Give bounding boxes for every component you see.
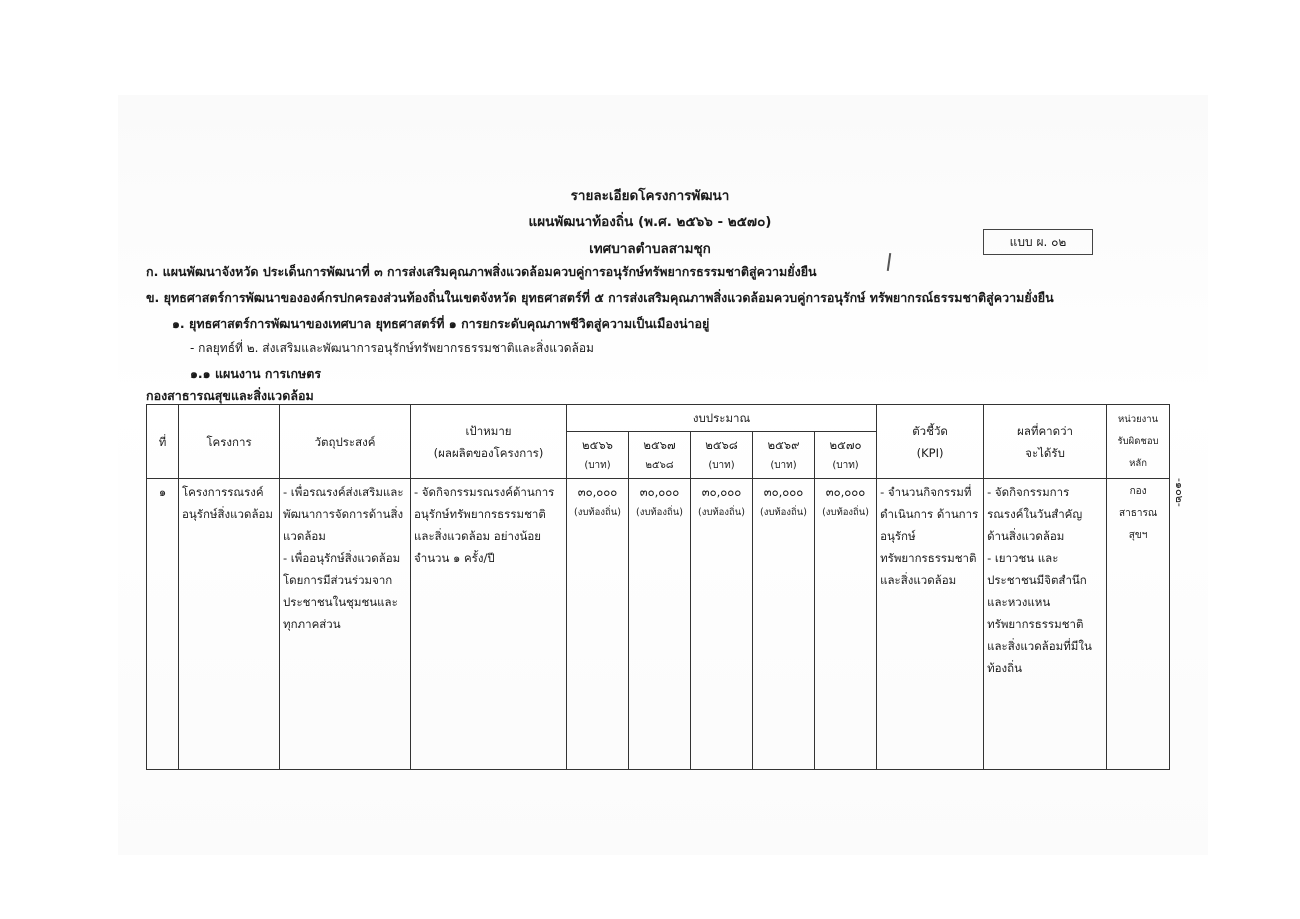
header-kpi-line2: (KPI) (916, 445, 944, 460)
document-subtitle: แผนพัฒนาท้องถิ่น (พ.ศ. ๒๕๖๖ - ๒๕๗๐) (528, 214, 772, 230)
budget-source: (งบท้องถิ่น) (636, 507, 683, 518)
header-kpi-line1: ตัวชี้วัด (912, 423, 948, 438)
header-target-line1: เป้าหมาย (465, 423, 512, 438)
row-project: โครงการรณรงค์อนุรักษ์สิ่งแวดล้อม (179, 479, 280, 770)
project-table (146, 404, 1170, 770)
year-header (815, 432, 877, 479)
organization-name: เทศบาลตำบลสามชุก (589, 241, 711, 257)
row-owner: กอง สาธารณสุขฯ (1107, 479, 1170, 770)
budget-source: (งบท้องถิ่น) (574, 507, 621, 518)
provincial-plan-line: ก. แผนพัฒนาจังหวัด ประเด็นการพัฒนาที่ ๓ การส่งเสริมคุณภาพสิ่งแวดล้อมควบคู่การอนุรักษ์ทรัพยากรธรรมชาติสู่ความยั่งยืน (146, 264, 817, 279)
table-row (147, 479, 1170, 770)
year-header (753, 432, 815, 479)
row-kpi: - จำนวนกิจกรรมที่ดำเนินการ ด้านการอนุรักษ์ทรัพยากรธรรมชาติ และสิ่งแวดล้อม (877, 479, 984, 770)
document-title: รายละเอียดโครงการพัฒนา (570, 188, 730, 204)
year-header (691, 432, 753, 479)
row-target: - จัดกิจกรรมรณรงค์ด้านการอนุรักษ์ทรัพยากรธรรมชาติและสิ่งแวดล้อม อย่างน้อยจำนวน ๑ ครั้ง/ปี (411, 479, 567, 770)
year-header (629, 432, 691, 479)
header-owner-line1: หน่วยงาน (1118, 413, 1159, 425)
header-target (411, 405, 567, 479)
header-no: ที่ (147, 405, 179, 479)
header-result-line1: ผลที่คาดว่า (1017, 423, 1074, 438)
division-name: กองสาธารณสุขและสิ่งแวดล้อม (146, 388, 314, 403)
year-unit: (บาท) (770, 460, 797, 471)
budget-amount: ๓๐,๐๐๐ (701, 485, 742, 499)
year-label: ๒๕๖๙ (767, 438, 800, 452)
year-label: ๒๕๗๐ (829, 438, 862, 452)
budget-cell (691, 479, 753, 770)
year-label: ๒๕๖๘ (705, 438, 738, 452)
municipal-strategy-line: ๑. ยุทธศาสตร์การพัฒนาของเทศบาล ยุทธศาสตร์ที่ ๑ การยกระดับคุณภาพชีวิตสู่ความเป็นเมืองน่าอยู่ (172, 316, 710, 331)
budget-amount: ๓๐,๐๐๐ (577, 485, 618, 499)
header-result-line2: จะได้รับ (1025, 445, 1065, 460)
local-strategy-line: ข. ยุทธศาสตร์การพัฒนาขององค์กรปกครองส่วนท้องถิ่นในเขตจังหวัด ยุทธศาสตร์ที่ ๕ การส่งเสริมคุณภาพสิ่งแวดล้อมควบคู่การอนุรักษ์ ทรัพยากรณ์ธรรมชาติสู่ความยั่งยืน (146, 290, 1054, 305)
year-unit: (บาท) (584, 460, 611, 471)
budget-cell (629, 479, 691, 770)
budget-amount: ๓๐,๐๐๐ (763, 485, 804, 499)
header-owner-line2: รับผิดชอบหลัก (1117, 435, 1159, 469)
budget-cell (567, 479, 629, 770)
tactic-line: - กลยุทธ์ที่ ๒. ส่งเสริมและพัฒนาการอนุรักษ์ทรัพยากรธรรมชาติและสิ่งแวดล้อม (190, 341, 594, 355)
year-header (567, 432, 629, 479)
year-label: ๒๕๖๗ (643, 438, 676, 452)
budget-amount: ๓๐,๐๐๐ (825, 485, 866, 499)
header-result (984, 405, 1107, 479)
budget-cell (815, 479, 877, 770)
budget-cell (753, 479, 815, 770)
work-plan-line: ๑.๑ แผนงาน การเกษตร (190, 366, 322, 381)
header-project: โครงการ (179, 405, 280, 479)
row-no: ๑ (147, 479, 179, 770)
year-unit: ๒๕๖๘ (645, 460, 674, 471)
header-objective: วัตถุประสงค์ (280, 405, 411, 479)
budget-source: (งบท้องถิ่น) (822, 507, 869, 518)
year-unit: (บาท) (832, 460, 859, 471)
budget-source: (งบท้องถิ่น) (698, 507, 745, 518)
header-target-line2: (ผลผลิตของโครงการ) (433, 445, 544, 460)
year-label: ๒๕๖๖ (582, 438, 613, 452)
budget-amount: ๓๐,๐๐๐ (639, 485, 680, 499)
year-unit: (บาท) (708, 460, 735, 471)
header-budget: งบประมาณ (567, 405, 877, 432)
row-result: - จัดกิจกรรมการรณรงค์ในวันสำคัญด้านสิ่งแวดล้อม - เยาวชน และประชาชนมีจิตสำนึกและหวงแหนทรัพยากรธรรมชาติ และสิ่งแวดล้อมที่มีในท้องถิ่น (984, 479, 1107, 770)
form-code-box: แบบ ผ. ๐๒ (983, 229, 1093, 255)
header-kpi (877, 405, 984, 479)
row-objective: - เพื่อรณรงค์ส่งเสริมและพัฒนาการจัดการด้านสิ่งแวดล้อม - เพื่ออนุรักษ์สิ่งแวดล้อมโดยการมีส่วนร่วมจากประชาชนในชุมชนและทุกภาคส่วน (280, 479, 411, 770)
page-number: -๑๐๒- (1173, 478, 1186, 507)
header-owner (1107, 405, 1170, 479)
budget-source: (งบท้องถิ่น) (760, 507, 807, 518)
